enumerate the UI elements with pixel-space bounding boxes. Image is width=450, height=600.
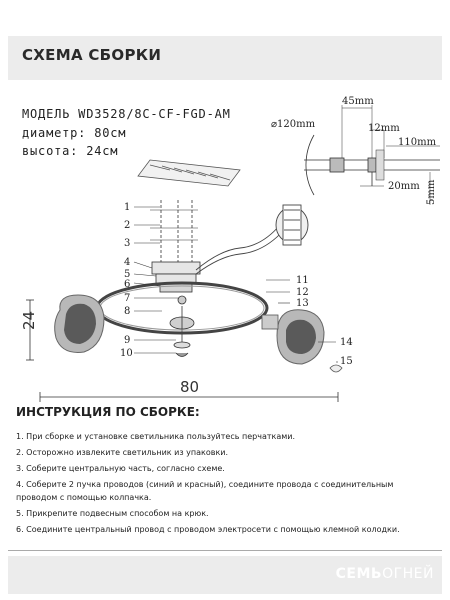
part-number-15: 15 [340,356,353,367]
part-number-7: 7 [124,293,131,304]
height-spec: высота: 24см [22,144,119,158]
instruction-step: 1. При сборке и установке светильника пользуйтесь перчатками. [16,432,296,441]
part-number-3: 3 [124,238,131,249]
instruction-step: 4. Соберите 2 пучка проводов (синий и красный), соедините провода с соединительным проводом с помощью колпачка. [16,480,394,502]
diameter-spec: диаметр: 80см [22,126,127,140]
page-title: СХЕМА СБОРКИ [22,46,162,64]
instruction-step: 5. Прикрепите подвесным способом на крюк. [16,509,209,518]
part-number-10: 10 [120,348,133,359]
part-number-9: 9 [124,335,131,346]
dim-5: 5mm [426,179,437,205]
arm-assembly [196,205,308,274]
dim-110: 110mm [398,137,437,148]
brand-part-2: ОГНЕЙ [382,566,434,582]
part-number-8: 8 [124,306,131,317]
instructions-title: ИНСТРУКЦИЯ ПО СБОРКЕ: [16,405,200,419]
footer-divider [8,550,442,551]
instructions-list [16,430,441,539]
dim-12: 12mm [368,123,400,134]
instruction-step: 2. Осторожно извлеките светильник из упаковки. [16,448,229,457]
instruction-step: 6. Соедините центральный провод с проводом электросети с помощью клемной колодки. [16,525,400,534]
brand-part-1: СЕМЬ [335,566,383,582]
part-number-6: 6 [124,279,131,290]
part-number-14: 14 [340,337,353,348]
brand-logo [336,566,434,582]
model-name: МОДЕЛЬ WD3528/8C-CF-FGD-AM [22,107,231,121]
part-number-1: 1 [124,202,131,213]
dim-120: ⌀120mm [271,119,316,130]
part-number-5: 5 [124,269,131,280]
part-number-4: 4 [124,257,131,268]
right-shade [262,310,342,372]
part-number-2: 2 [124,220,131,231]
height-dimension: 24 [20,310,38,330]
left-shade [55,295,104,352]
instruction-step: 3. Соберите центральную часть, согласно схеме. [16,464,225,473]
part-number-12: 12 [296,287,309,298]
ceiling-canopy [138,160,240,186]
part-number-13: 13 [296,298,309,309]
part-number-11: 11 [296,275,309,286]
dim-45: 45mm [342,96,374,107]
width-dimension: 80 [180,378,200,396]
dim-20: 20mm [388,181,420,192]
